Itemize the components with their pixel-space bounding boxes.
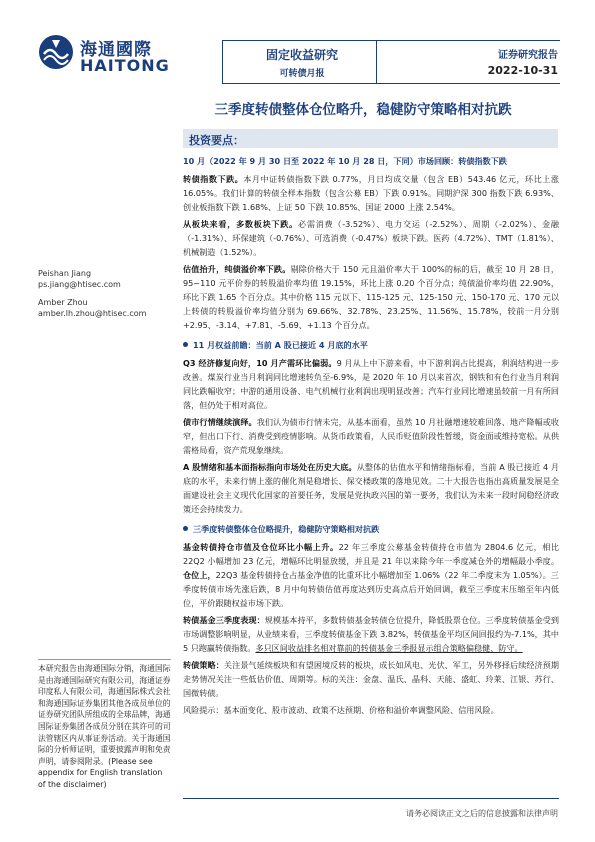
paragraph: A 股情绪和基本面指标指向市场处在历史大底。从整体的估值水平和情绪指标看，当前 A 股已接近 4 月底的水平，未来行情上涨的催化剂是稳增长、保交楼政策的落地见效。二十大报告也指出高质量发展是全面建设社会主义现代化国家的首要任务，发展是党执政兴国的第一要务，我们认为未来一段时间稳经济政策还会持续发力。	[183, 462, 559, 514]
paragraph: 债市行情继续演绎。我们认为债市行情未完，从基本面看，虽然 10 月社融增速较难回落、地产降幅或收窄，但出口下行、消费受到疫情影响。从货币政策看，人民币贬值阶段性暂缓，资金面或维持宽松。从供需格局看，资产荒现象继续。	[183, 417, 559, 455]
analyst-1-email[interactable]: ps.jiang@htisec.com	[38, 280, 121, 289]
report-category: 固定收益研究	[265, 48, 338, 62]
footer-note: 请务必阅读正文之后的信息披露和法律声明	[406, 809, 558, 818]
logo-text-cn: 海通國際	[80, 40, 152, 60]
paragraph: Q3 经济修复向好，10 月产需环比偏弱。9 月从上中下游来看，中下游利润占比提高，利润结构进一步改善。煤炭行业当月利润同比增速转负至-6.9%，是 2020 年 10 月以来首次，钢铁和有色行业当月利润同比跌幅收窄；中游的通用设备、电气机械行业利润出现明显改善；汽车行业同比增速虽较前一月有所回落，但仍处于相对高位。	[183, 358, 559, 410]
risk-warning: 风险提示：基本面变化、股市波动、政策不达预期、价格和溢价率调整风险、信用风险。	[183, 705, 499, 715]
subheading-fund-positions: 三季度转债整体仓位略提升，稳健防守策略相对抗跌	[183, 522, 559, 536]
section-heading-bar	[183, 129, 558, 148]
paragraph: 估值抬升，纯债溢价率下跌。剔除价格大于 150 元且溢价率大于 100%的标的后，截至 10 月 28 日，95~110 元平价券的转股溢价率均值 19.15%，环比上涨 0.20 个百分点；纯债溢价率均值 22.90%，环比下跌 1.65 个百分点。其中价格 115 元以下、115-125 元、125-150 元、150-170 元、170 元以上转债的转股溢价率均值分别为 69.66%、32.78%、23.25%、11.56%、15.78%，较前一月分别+2.95、-3.14、+7.81、-5.69、+1.13 个百分点。	[183, 264, 559, 330]
header-bottom-rule	[222, 83, 560, 84]
header-top-rule	[222, 40, 560, 41]
disclaimer: 本研究报告由海通国际分销，海通国际是由海通国际研究有限公司，海通证券印度私人有限公司，海通国际株式会社和海通国际证券集团其他各成员单位的证券研究团队所组成的全球品牌，海通国际证券集团各成员分别在其许可的司法管辖区内从事证券活动。关于海通国际的分析师证明，重要披露声明和免责声明，请参阅附录。(Please see appendix for English translation of the disclaimer)	[38, 659, 171, 791]
main-content	[183, 152, 559, 720]
paragraph: 基金转债持仓市值及仓位环比小幅上升。22 年三季度公募基金转债持仓市值为 2804.6 亿元，相比 22Q2 小幅增加 23 亿元，增幅环比明显放缓，并且是 21 年以来除今年一季度减仓外的增幅最小季度。仓位上，22Q3 基金转债持仓占基金净值的比重环比小幅增加至 1.06%（22 年二季度末为 1.05%）。三季度转债市场先涨后跌，8 月中旬转债估值再度达到历史高点后开始回调，截至三季度末压缩至年内低位，平价跟随权益市场下跌。	[183, 542, 559, 608]
bullet-icon	[183, 526, 188, 531]
report-subcategory: 可转债月报	[279, 69, 325, 79]
analyst-2-name: Amber Zhou	[38, 298, 88, 307]
section-heading: 投资要点：	[189, 134, 244, 147]
analyst-2-email[interactable]: amber.lh.zhou@htisec.com	[38, 309, 147, 318]
header-divider-right	[376, 40, 377, 83]
report-title: 三季度转债整体仓位略升，稳健防守策略相对抗跌	[214, 102, 512, 118]
report-date: 2022-10-31	[487, 64, 558, 77]
logo-text-en: HAITONG	[80, 56, 170, 75]
haitong-logo-icon	[38, 34, 74, 70]
paragraph: 转债指数下跌。本月中证转债指数下跌 0.77%，月日均成交量（包含 EB）543.46 亿元，环比上涨 16.05%。我们计算的转债全样本指数（包含公募 EB）下跌 0.91%。同期沪深 300 指数下跌 6.93%、创业板指数下跌 1.68%、上证 50 下跌 10.85%、国证 2000 上涨 2.54%。	[183, 174, 559, 212]
report-type: 证券研究报告	[498, 50, 558, 61]
subheading-equity-outlook: 11 月权益前瞻：当前 A 股已接近 4 月底的水平	[183, 338, 559, 352]
footer-rule	[183, 798, 559, 799]
paragraph: 转债基金三季度表现：规模基本持平，多数转债基金转债仓位提升，降低股票仓位。三季度转债基金受到市场调整影响明显，从业绩来看，三季度转债基金下跌 3.82%，转债基金平均区间回报约为-7.1%，其中 5 只跑赢转债指数。多只区间收益排名相对靠前的转债基金三季报显示组合策略偏稳健、防守。	[183, 615, 559, 653]
bullet-icon	[183, 342, 188, 347]
analyst-1-name: Peishan Jiang	[38, 269, 92, 278]
subheading-market-review: 10 月（2022 年 9 月 30 日至 2022 年 10 月 28 日，下同）市场回顾：转债指数下跌	[183, 156, 507, 166]
header-divider-left	[222, 40, 223, 83]
paragraph: 转债策略：关注景气延续板块和有望困境反转的板块，成长如风电、光伏、军工，另外移择后续经济预期走势情况关注一些低估价值、周期等。标的关注：金盘、温氏、晶科、天能、盛虹、玲莱、江银、苏行、国微转债。	[183, 660, 559, 698]
paragraph: 从板块来看，多数板块下跌。必需消费（-3.52%）、电力交运（-2.52%）、周期（-2.02%）、金融（-1.31%）、环保建筑（-0.76%）、可选消费（-0.47%）板块下跌。医药（4.72%）、TMT（1.81%）、机械制造（1.52%）。	[183, 219, 559, 257]
